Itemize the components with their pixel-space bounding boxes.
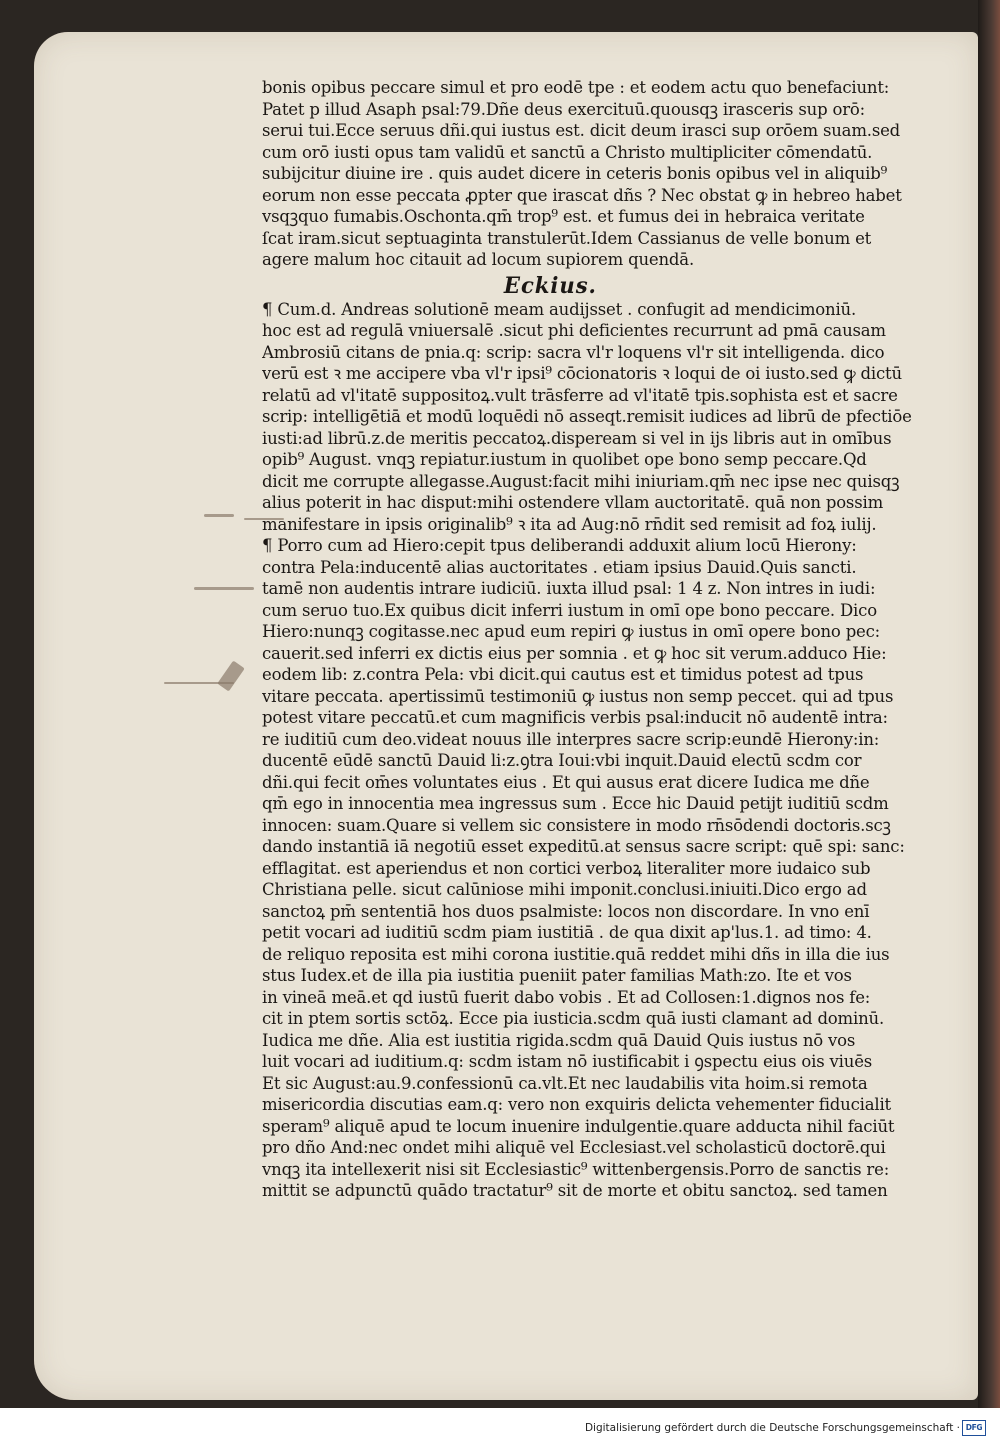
text-line: iusti:ad librū.z.de meritis peccatoꝝ.dispeream si vel in ijs libris aut in omībus [262,428,892,449]
footer-credit: Digitalisierung gefördert durch die Deutsche Forschungsgemeinschaft · [584,1422,960,1434]
text-line: stus Iudex.et de illa pia iustitia pueniit pater familias Math:zo. Ite et vos [262,966,852,986]
page-text [262,78,946,1203]
speck [217,661,245,692]
opening-paragraph [262,78,946,272]
text-line: speram⁹ aliquē apud te locum inuenire indulgentie.quare adducta nihil faciūt [262,1116,895,1137]
text-line: vnqꝫ ita intellexerit nisi sit Ecclesiastic⁹ wittenbergensis.Porro de sanctis re: [262,1159,890,1180]
book-edge [978,0,1000,1408]
text-line: contra Pela:inducentē alias auctoritates . etiam ipsius Dauid.Quis sancti. [262,557,857,578]
text-line: tamē non audentis intrare iudiciū. iuxta illud psal: 1 4 z. Non intres in iudi: [262,579,876,599]
text-line: cit in ptem sortis sctōꝝ. Ecce pia iusticia.scd̄m quā iusti clamant ad dominū. [262,1009,885,1029]
text-line: mittit se adpunctū quādo tractatur⁹ sit de morte et obitu sanctoꝝ. sed tamen [262,1181,888,1201]
text-line: Ambrosiū citans de pnia.q: scrip: sacra vl'r loquens vl'r sit intelligenda. dico [262,342,885,363]
text-line: dñi.qui fecit om̄es voluntates eius . Et qui ausus erat dicere Iudica me dñe [262,772,870,793]
text-line: misericordia discutias eam.q: vero non exquiris delicta vehementer fiducialit [262,1095,892,1115]
text-line: pro dño And:nec ondet mihi aliquē vel Ecclesiast.vel scholasticū doctorē.qui [262,1138,886,1158]
text-line: potest vitare peccatū.et cum magnificis verbis psal:inducit nō audentē intra: [262,708,888,728]
text-line: qm̄ ego in innocentia mea ingressus sum . Ecce hic Dauid petijt iuditiū scd̄m [262,794,889,814]
text-line: cum seruo tuo.Ex quibus dicit inferri iustum in omī ope bono peccare. Dico [262,600,877,621]
text-line: Patet p illud Asaph psal:79.Dñe deus exercituū.quousqꝫ irasceris sup orō: [262,99,866,120]
text-line: vitare peccata. apertissimū testimoniū ꝙ iustus non semp peccet. qui ad tpus [262,686,894,707]
text-line: Iudica me dñe. Alia est iustitia rigida.scd̄m quā Dauid Quis iustus nō vos [262,1030,856,1051]
text-line: innocen: suam.Quare si vellem sic consistere in modo rn̄sōdendi doctoris.scꝫ [262,815,891,836]
text-line: in vineā meā.et qd iustū fuerit dabo vobis . Et ad Collosen:1.dignos nos fe: [262,987,871,1008]
text-line: scrip: intelligētiā et modū loquēdi nō asseqt.remisit iudices ad librū de pfectiōe [262,407,912,427]
text-line: dando instantiā iā negotiū esset expeditū.at sensus sacre script: quē spi: sanc: [262,837,905,857]
footer-bar [0,1408,1000,1439]
text-line: dicit me corrupte allegasse.August:facit mihi iniuriam.qm̄ nec ipse nec quisqꝫ [262,471,900,492]
text-line: ¶ Porro cum ad Hiero:cepit tpus deliberandi adduxit alium locū Hierony: [262,536,857,556]
text-line: petit vocari ad iuditiū scd̄m piam iustitiā . de qua dixit ap'lus.1. ad timo: 4. [262,923,872,943]
dfg-logo-icon: DFG [962,1420,986,1436]
body-paragraph [262,300,946,1203]
text-line: ſcat iram.sicut septuaginta transtulerūt.Idem Cassianus de velle bonum et [262,228,872,249]
text-line: vsqꝫquo fumabis.Oschonta.qm̄ trop⁹ est. et fumus dei in hebraica veritate [262,207,865,227]
text-line: agere malum hoc citauit ad locum supiorem quendā. [262,250,694,270]
speck [204,514,234,517]
text-line: ¶ Cum.d. Andreas solutionē meam audijsset . confugit ad mendicimoniū. [262,299,857,320]
text-line: Christiana pelle. sicut calūniose mihi imponit.conclusi.iniuiti.Dico ergo ad [262,880,867,900]
text-line: luit vocari ad iuditium.q: scd̄m istam nō iustificabit i ꝯspectu eius ois viuēs [262,1052,873,1072]
text-line: alius poterit in hac disput:mihi ostendere vllam auctoritatē. quā non possim [262,493,884,513]
text-line: bonis opibus peccare simul et pro eodē tpe : et eodem actu quo benefaciunt: [262,78,890,98]
text-line: cum orō iusti opus tam validū et sanctū a Christo multipliciter cōmendatū. [262,142,873,163]
text-line: eorum non esse peccata ꝓpter que irascat dñs ? Nec obstat ꝙ in hebreo habet [262,185,902,206]
text-line: subijcitur diuine ire . quis audet dicere in ceteris bonis opibus vel in aliquib⁹ [262,164,888,184]
text-line: Et sic August:au.9.confessionū ca.vlt.Et nec laudabilis vita hoim.si remota [262,1073,868,1094]
text-line: sanctoꝝ pm̄ sententiā hos duos psalmiste: locos non discordare. In vno enī [262,901,870,922]
text-line: eodem lib: z.contra Pela: vbi dicit.qui cautus est et timidus potest ad tpus [262,665,864,685]
text-line: Hiero:nunqꝫ cogitasse.nec apud eum repiri ꝙ iustus in omī opere bono pec: [262,622,881,642]
text-line: serui tui.Ecce seruus dñi.qui iustus est. dicit deum irasci sup orōem suam.sed [262,121,901,141]
text-line: manifestare in ipsis originalib⁹ ꝛ ita ad Aug:nō rn̄dit sed remisit ad foꝝ iulij. [262,514,877,535]
text-line: re iuditiū cum deo.videat nouus ille interpres sacre scrip:eundē Hierony:in: [262,729,880,750]
text-line: hoc est ad regulā vniuersalē .sicut phi deficientes recurrunt ad pmā causam [262,321,886,341]
section-heading: Eckius. [503,272,597,299]
speck [194,587,254,590]
text-line: cauerit.sed inferri ex dictis eius per somnia . et ꝙ hoc sit verum.adduco Hie: [262,643,887,664]
text-line: relatū ad vl'itatē suppositoꝝ.vult trāsferre ad vl'itatē tpis.sophista est et sacre [262,385,898,406]
text-line: verū est ꝛ me accipere vba vl'r ipsi⁹ cōcionatoris ꝛ loqui de oi iusto.sed ꝙ dictū [262,364,902,384]
text-line: efflagitat. est aperiendus et non cortici verboꝝ literaliter more iudaico sub [262,858,871,879]
text-line: de reliquo reposita est mihi corona iustitie.quā reddet mihi dñs in illa die ius [262,944,890,965]
text-line: opib⁹ August. vnqꝫ repiatur.iustum in quolibet ope bono semp peccare.Qd [262,450,867,470]
speck [164,682,234,684]
text-line: ducentē eūdē sanctū Dauid li:z.ꝯtra Ioui:vbi inquit.Dauid electū scd̄m cor [262,751,862,771]
